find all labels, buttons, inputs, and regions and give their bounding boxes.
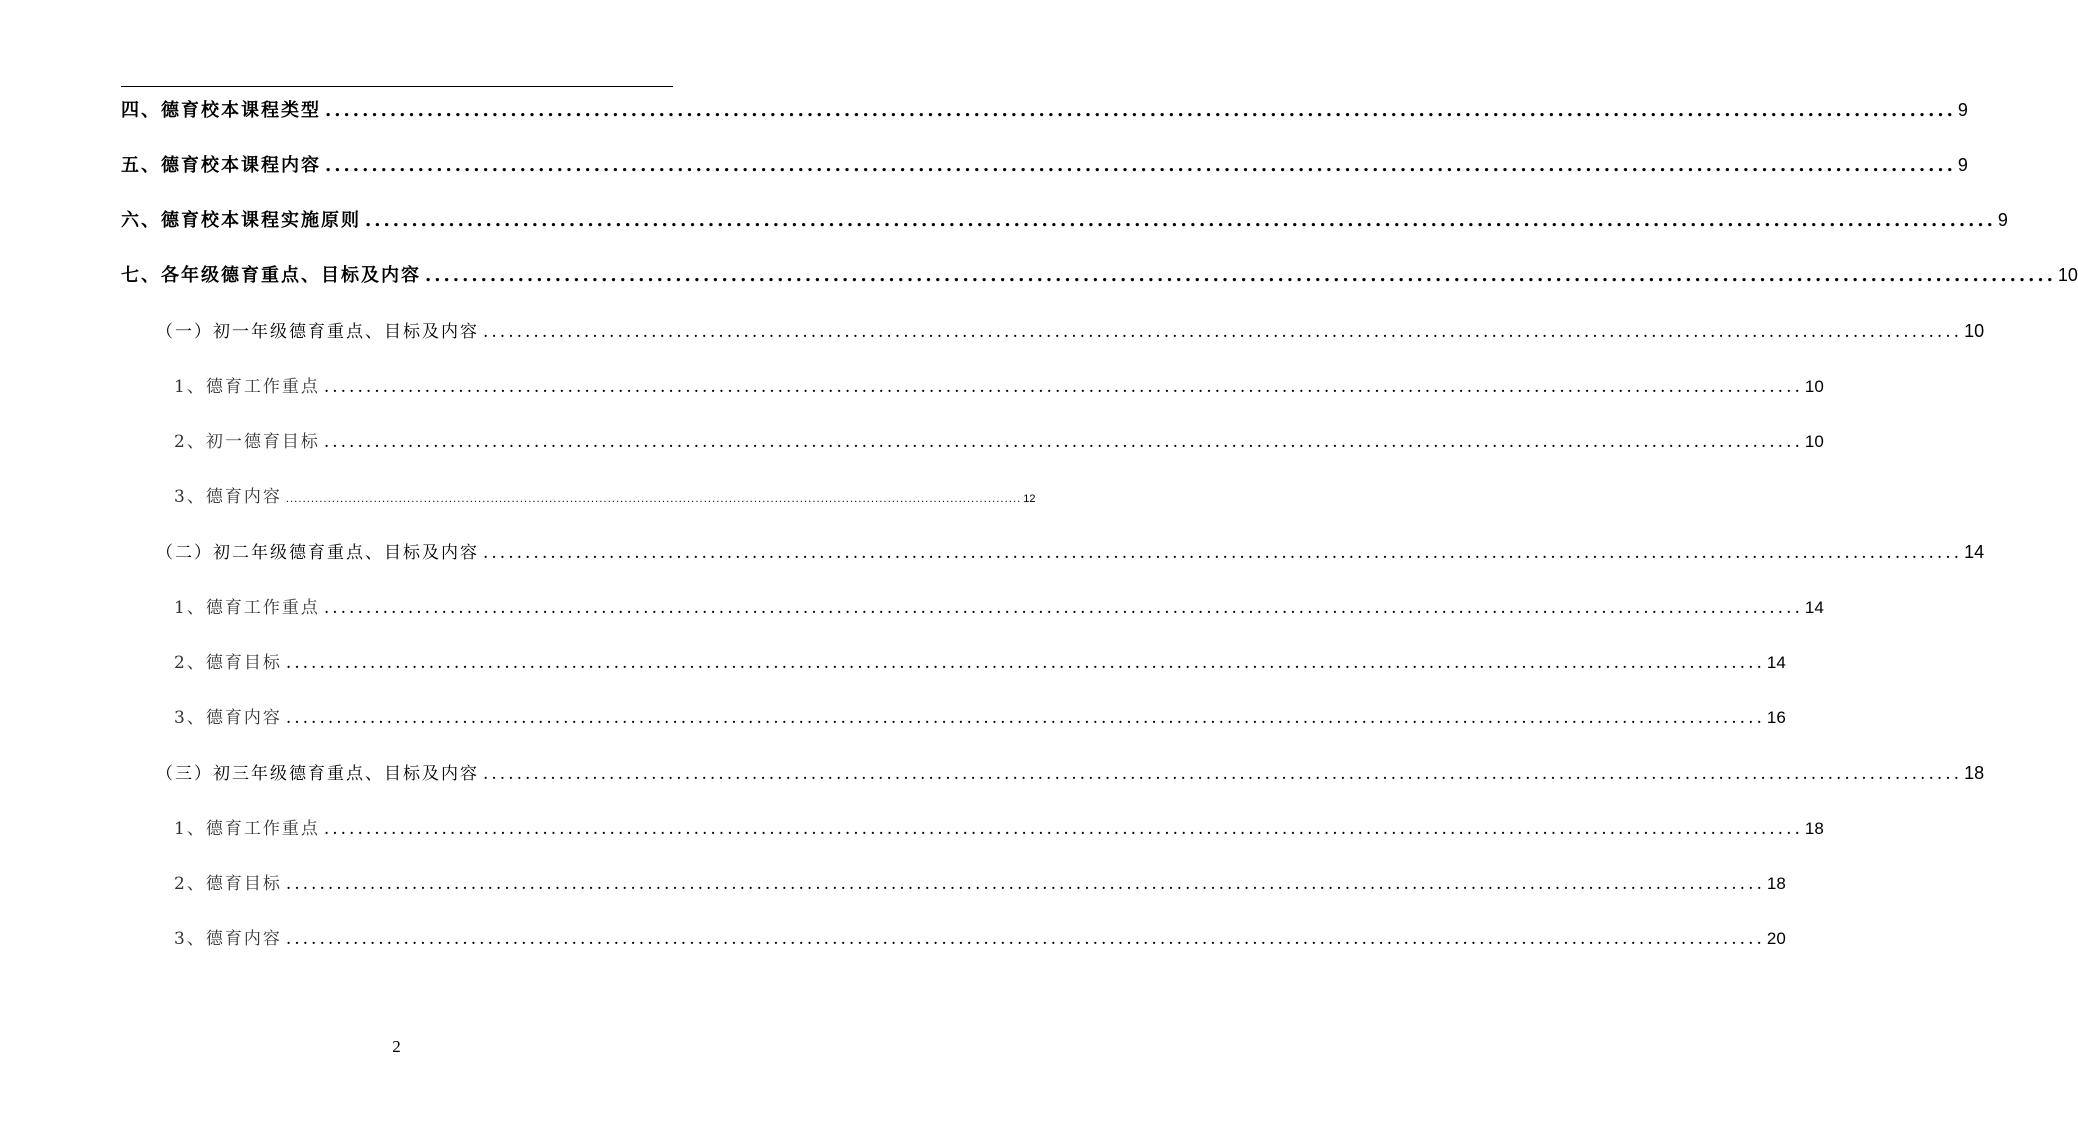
toc-entry-page: 14 bbox=[1964, 542, 1985, 562]
toc-entry[interactable] bbox=[174, 372, 1824, 402]
toc-entry[interactable] bbox=[156, 759, 1985, 789]
toc-leader-dots: ................................................................................................................................................................................ bbox=[365, 210, 1996, 231]
toc-entry[interactable] bbox=[174, 924, 1786, 954]
toc-entry-page: 18 bbox=[1804, 819, 1824, 838]
toc-leader-dots: ................................................................................................................................................................................ bbox=[285, 494, 1022, 505]
toc-leader-dots: ................................................................................................................................................................................ bbox=[323, 432, 1803, 452]
toc-leader-dots: ................................................................................................................................................................................ bbox=[325, 155, 1956, 176]
toc-entry-page: 18 bbox=[1964, 763, 1985, 783]
toc-entry[interactable] bbox=[174, 427, 1824, 457]
page-number: 2 bbox=[392, 1037, 401, 1056]
toc-leader-dots: ................................................................................................................................................................................ bbox=[323, 598, 1803, 618]
toc-entry-label: （二）初二年级德育重点、目标及内容 bbox=[156, 543, 479, 563]
toc-entry[interactable] bbox=[174, 648, 1786, 678]
toc-entry-page: 12 bbox=[1023, 493, 1036, 505]
toc-leader-dots: ................................................................................................................................................................................ bbox=[425, 265, 2056, 286]
toc-entry-label: 六、德育校本课程实施原则 bbox=[121, 210, 361, 231]
toc-entry[interactable] bbox=[174, 593, 1824, 623]
toc-entry-label: 3、德育内容 bbox=[174, 708, 282, 728]
toc-entry-page: 16 bbox=[1766, 708, 1786, 727]
toc-leader-dots: ................................................................................................................................................................................ bbox=[323, 819, 1803, 839]
toc-leader-dots: ................................................................................................................................................................................ bbox=[285, 708, 1765, 728]
toc-leader-dots: ................................................................................................................................................................................ bbox=[483, 322, 1963, 342]
toc-entry-page: 9 bbox=[1957, 100, 1968, 120]
toc-entry-page: 10 bbox=[1804, 432, 1824, 451]
toc-leader-dots: ................................................................................................................................................................................ bbox=[323, 377, 1803, 397]
toc-entry-label: 2、德育目标 bbox=[174, 874, 282, 894]
toc-entry[interactable] bbox=[121, 261, 2078, 291]
toc-entry-label: 七、各年级德育重点、目标及内容 bbox=[121, 265, 421, 286]
toc-entry[interactable] bbox=[121, 206, 2008, 236]
toc-entry-page: 20 bbox=[1766, 929, 1786, 948]
toc-entry-label: （三）初三年级德育重点、目标及内容 bbox=[156, 764, 479, 784]
toc-entry[interactable] bbox=[156, 538, 1985, 568]
toc-entry-page: 10 bbox=[1964, 321, 1985, 341]
toc-entry-label: 3、德育内容 bbox=[174, 487, 282, 507]
toc-entry[interactable] bbox=[156, 317, 1985, 347]
toc-leader-dots: ................................................................................................................................................................................ bbox=[483, 543, 1963, 563]
toc-entry[interactable] bbox=[174, 703, 1786, 733]
toc-entry-page: 18 bbox=[1766, 874, 1786, 893]
toc-entry-label: 3、德育内容 bbox=[174, 929, 282, 949]
toc-entry-page: 9 bbox=[1997, 210, 2008, 230]
toc-leader-dots: ................................................................................................................................................................................ bbox=[285, 929, 1765, 949]
header-rule bbox=[121, 86, 673, 87]
toc-entry[interactable] bbox=[174, 814, 1824, 844]
toc-entry[interactable] bbox=[121, 96, 1968, 126]
toc-entry-label: （一）初一年级德育重点、目标及内容 bbox=[156, 322, 479, 342]
toc-entry[interactable] bbox=[174, 482, 1036, 512]
toc-entry-page: 14 bbox=[1804, 598, 1824, 617]
toc-entry[interactable] bbox=[121, 151, 1968, 181]
toc-entry-label: 2、初一德育目标 bbox=[174, 432, 320, 452]
toc-entry-page: 10 bbox=[2057, 265, 2078, 285]
toc-entry[interactable] bbox=[174, 869, 1786, 899]
toc-entry-label: 四、德育校本课程类型 bbox=[121, 100, 321, 121]
toc-leader-dots: ................................................................................................................................................................................ bbox=[483, 764, 1963, 784]
toc-entry-page: 10 bbox=[1804, 377, 1824, 396]
toc-entry-page: 9 bbox=[1957, 155, 1968, 175]
toc-entry-label: 1、德育工作重点 bbox=[174, 819, 320, 839]
toc-entry-label: 1、德育工作重点 bbox=[174, 377, 320, 397]
toc-leader-dots: ................................................................................................................................................................................ bbox=[285, 653, 1765, 673]
toc-entry-label: 五、德育校本课程内容 bbox=[121, 155, 321, 176]
toc-entry-page: 14 bbox=[1766, 653, 1786, 672]
toc-entry-label: 1、德育工作重点 bbox=[174, 598, 320, 618]
toc-leader-dots: ................................................................................................................................................................................ bbox=[325, 100, 1956, 121]
toc-leader-dots: ................................................................................................................................................................................ bbox=[285, 874, 1765, 894]
toc-entry-label: 2、德育目标 bbox=[174, 653, 282, 673]
